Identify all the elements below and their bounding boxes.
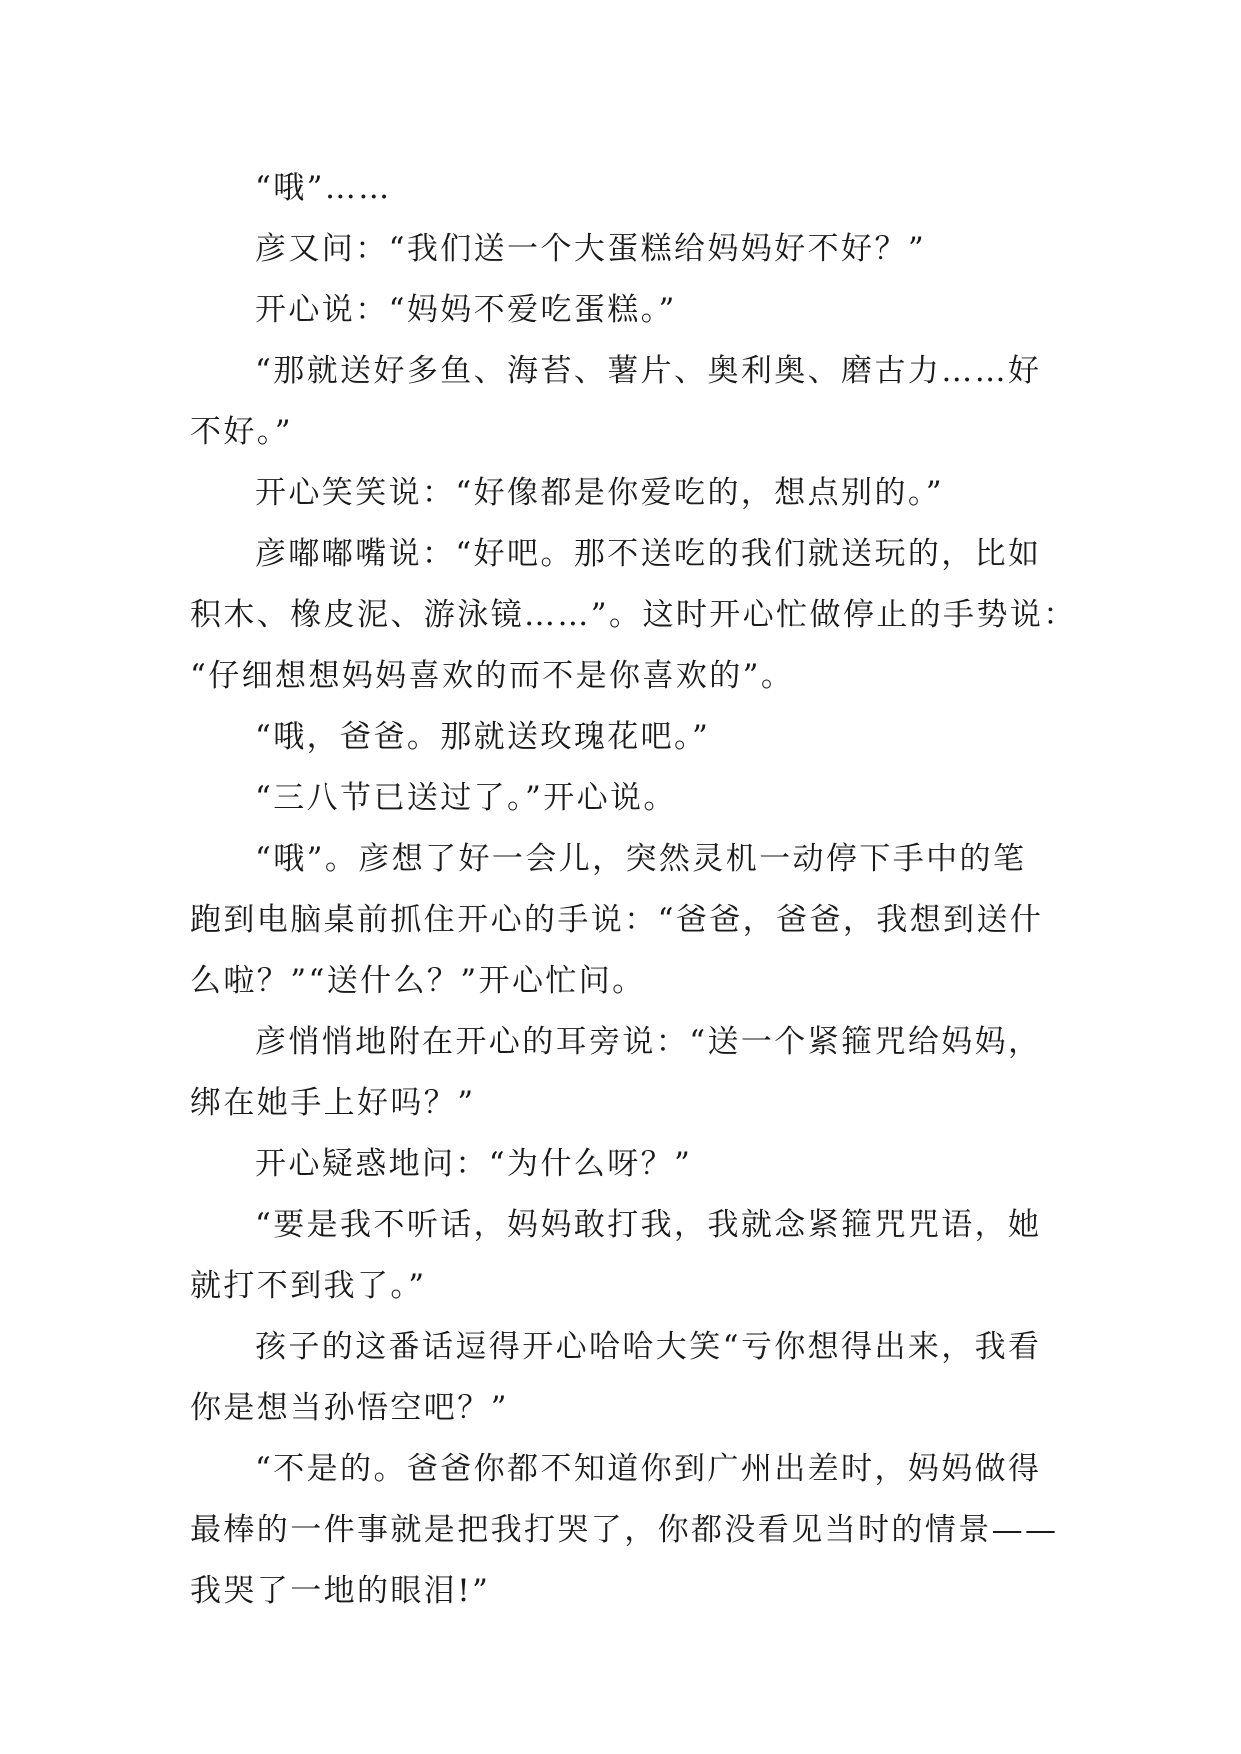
text-line: 么啦？”“送什么？”开心忙问。: [190, 963, 646, 999]
text-line: “哦”。彦想了好一会儿，突然灵机一动停下手中的笔: [255, 841, 1027, 877]
text-line: 彦又问：“我们送一个大蛋糕给妈妈好不好？”: [255, 231, 927, 267]
text-line: 开心疑惑地问：“为什么呀？”: [255, 1146, 693, 1182]
text-line: 开心说：“妈妈不爱吃蛋糕。”: [255, 292, 677, 328]
text-line: 就打不到我了。”: [190, 1268, 427, 1304]
text-line: 最棒的一件事就是把我打哭了，你都没看见当时的情景——: [190, 1512, 1059, 1548]
text-line: 孩子的这番话逗得开心哈哈大笑“亏你想得出来，我看: [255, 1329, 1042, 1365]
document-body: [190, 158, 1090, 1622]
text-line: 绑在她手上好吗？”: [190, 1085, 476, 1121]
text-line: 彦悄悄地附在开心的耳旁说：“送一个紧箍咒给妈妈，: [255, 1024, 1042, 1060]
text-line: 彦嘟嘟嘴说：“好吧。那不送吃的我们就送玩的，比如: [255, 536, 1042, 572]
text-line: “三八节已送过了。”开心说。: [255, 780, 677, 816]
text-line: 开心笑笑说：“好像都是你爱吃的，想点别的。”: [255, 475, 944, 511]
text-line: “仔细想想妈妈喜欢的而不是你喜欢的”。: [190, 658, 795, 694]
text-line: 我哭了一地的眼泪!”: [190, 1573, 491, 1609]
text-line: 积木、橡皮泥、游泳镜……”。这时开心忙做停止的手势说：: [190, 597, 1077, 633]
text-line: 你是想当孙悟空吧？”: [190, 1390, 509, 1426]
text-line: “不是的。爸爸你都不知道你到广州出差时，妈妈做得: [255, 1451, 1042, 1487]
text-line: 不好。”: [190, 414, 293, 450]
text-line: “那就送好多鱼、海苔、薯片、奥利奥、磨古力……好: [255, 353, 1042, 389]
text-line: 跑到电脑桌前抓住开心的手说：“爸爸，爸爸，我想到送什: [190, 902, 1044, 938]
text-line: “哦”……: [255, 170, 392, 206]
text-line: “要是我不听话，妈妈敢打我，我就念紧箍咒咒语，她: [255, 1207, 1042, 1243]
text-line: “哦，爸爸。那就送玫瑰花吧。”: [255, 719, 711, 755]
